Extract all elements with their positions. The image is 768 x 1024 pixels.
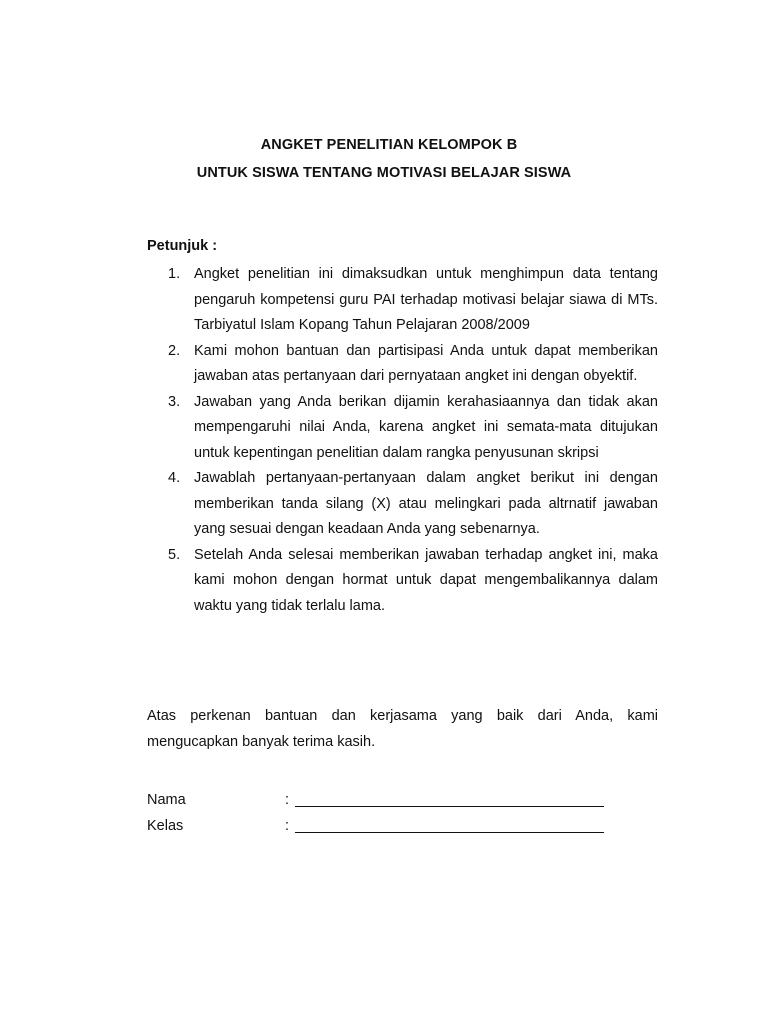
name-field-row xyxy=(147,790,617,816)
closing-paragraph: Atas perkenan bantuan dan kerjasama yang baik dari Anda, kami mengucapkan banyak terima kasih. xyxy=(147,707,658,750)
instruction-number: 1. xyxy=(168,266,181,282)
class-field-blank[interactable] xyxy=(295,832,604,833)
name-field-label: Nama xyxy=(147,792,186,808)
instruction-text: Setelah Anda selesai memberikan jawaban terhadap angket ini, maka kami mohon dengan hormat untuk dapat mengembalikannya dalam waktu yang tidak terlalu lama. xyxy=(194,546,658,614)
instruction-text: Jawablah pertanyaan-pertanyaan dalam angket berikut ini dengan memberikan tanda silang (X) atau melingkari pada altrnatif jawaban yang sesuai dengan keadaan Anda yang sebenarnya. xyxy=(194,470,658,537)
document-title xyxy=(0,137,768,193)
instruction-text: Angket penelitian ini dimaksudkan untuk menghimpun data tentang pengaruh kompetensi guru PAI terhadap motivasi belajar siawa di MTs. Tarbiyatul Islam Kopang Tahun Pelajaran 2008/2009 xyxy=(194,266,658,333)
class-field-label: Kelas xyxy=(147,818,184,834)
name-field-separator: : xyxy=(285,792,290,808)
respondent-fields xyxy=(147,790,617,842)
instruction-item xyxy=(147,390,658,467)
title-line-1: ANGKET PENELITIAN KELOMPOK B xyxy=(260,137,518,153)
title-line-2: UNTUK SISWA TENTANG MOTIVASI BELAJAR SISWA xyxy=(196,165,572,181)
instruction-item xyxy=(147,466,658,543)
instruction-text: Kami mohon bantuan dan partisipasi Anda untuk dapat memberikan jawaban atas pertanyaan dari pernyataan angket ini dengan obyektif. xyxy=(194,342,658,384)
instruction-text: Jawaban yang Anda berikan dijamin kerahasiaannya dan tidak akan mempengaruhi nilai Anda, karena angket ini semata-mata ditujukan untuk kepentingan penelitian dalam rangka penyusunan skripsi xyxy=(194,393,658,461)
class-field-row xyxy=(147,816,617,842)
instructions-list xyxy=(147,262,658,619)
instruction-item xyxy=(147,262,658,339)
instruction-number: 3. xyxy=(168,393,181,410)
instruction-item xyxy=(147,339,658,390)
instruction-number: 2. xyxy=(168,342,181,359)
name-field-blank[interactable] xyxy=(295,806,604,807)
instruction-number: 4. xyxy=(168,470,181,486)
instructions-heading: Petunjuk : xyxy=(147,238,218,254)
instruction-number: 5. xyxy=(168,546,181,563)
instruction-item xyxy=(147,543,658,620)
class-field-separator: : xyxy=(285,818,290,834)
